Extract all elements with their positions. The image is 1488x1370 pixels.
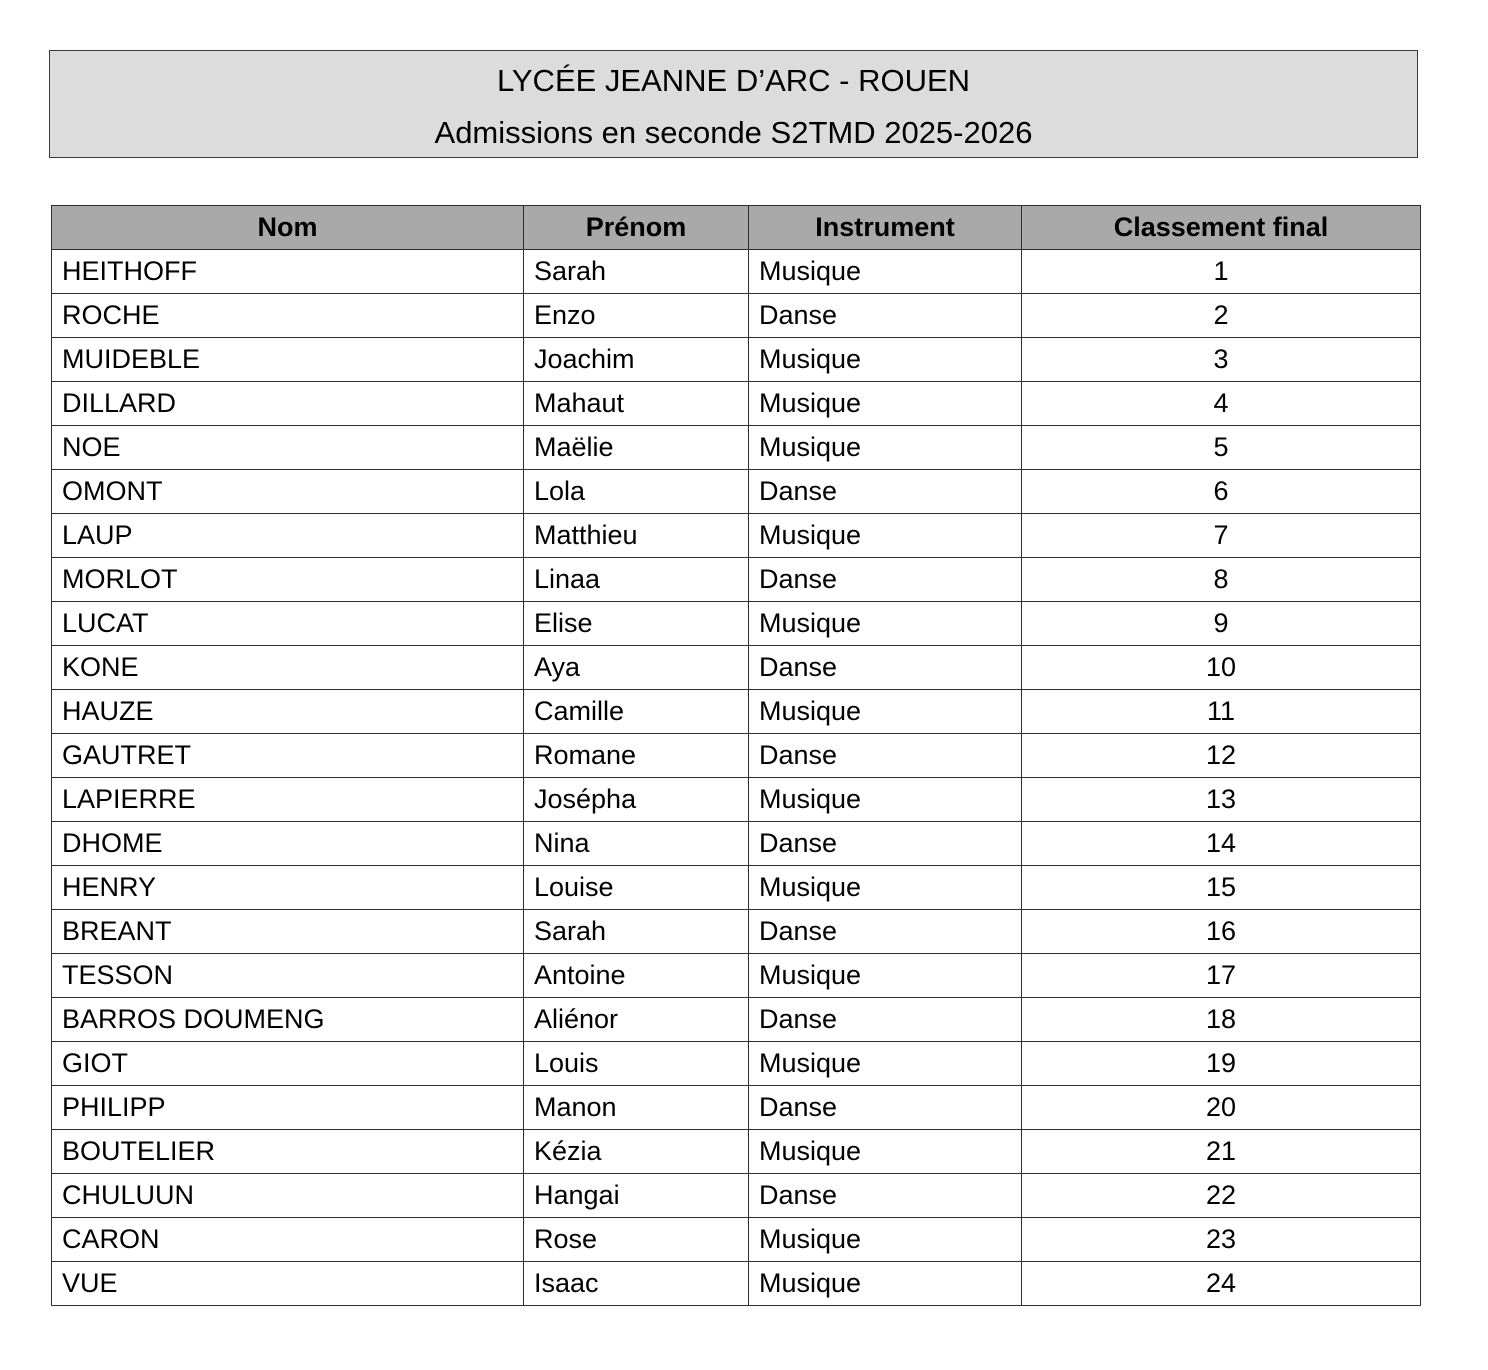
cell-instrument: Danse	[749, 1174, 1022, 1218]
cell-nom: CARON	[52, 1218, 524, 1262]
cell-classement: 4	[1022, 382, 1421, 426]
cell-instrument: Musique	[749, 1262, 1022, 1306]
cell-classement: 17	[1022, 954, 1421, 998]
cell-prenom: Romane	[524, 734, 749, 778]
cell-nom: HEITHOFF	[52, 250, 524, 294]
cell-prenom: Nina	[524, 822, 749, 866]
cell-classement: 12	[1022, 734, 1421, 778]
cell-prenom: Louis	[524, 1042, 749, 1086]
table-row	[52, 602, 1421, 646]
table-row	[52, 514, 1421, 558]
cell-nom: HAUZE	[52, 690, 524, 734]
cell-classement: 24	[1022, 1262, 1421, 1306]
cell-prenom: Isaac	[524, 1262, 749, 1306]
cell-instrument: Danse	[749, 822, 1022, 866]
table-row	[52, 470, 1421, 514]
cell-classement: 1	[1022, 250, 1421, 294]
cell-nom: KONE	[52, 646, 524, 690]
cell-instrument: Danse	[749, 558, 1022, 602]
cell-nom: PHILIPP	[52, 1086, 524, 1130]
cell-prenom: Camille	[524, 690, 749, 734]
cell-prenom: Josépha	[524, 778, 749, 822]
cell-instrument: Musique	[749, 602, 1022, 646]
cell-prenom: Louise	[524, 866, 749, 910]
table-row	[52, 558, 1421, 602]
column-header-instrument: Instrument	[749, 206, 1022, 250]
cell-instrument: Musique	[749, 1042, 1022, 1086]
admissions-subtitle: Admissions en seconde S2TMD 2025-2026	[434, 115, 1033, 150]
cell-prenom: Antoine	[524, 954, 749, 998]
cell-nom: ROCHE	[52, 294, 524, 338]
cell-nom: NOE	[52, 426, 524, 470]
table-header-row	[52, 206, 1421, 250]
cell-classement: 16	[1022, 910, 1421, 954]
column-header-nom: Nom	[52, 206, 524, 250]
cell-instrument: Musique	[749, 866, 1022, 910]
cell-classement: 23	[1022, 1218, 1421, 1262]
cell-classement: 7	[1022, 514, 1421, 558]
cell-prenom: Joachim	[524, 338, 749, 382]
cell-prenom: Sarah	[524, 910, 749, 954]
cell-instrument: Musique	[749, 338, 1022, 382]
cell-instrument: Musique	[749, 954, 1022, 998]
table-row	[52, 1086, 1421, 1130]
cell-nom: LUCAT	[52, 602, 524, 646]
table-row	[52, 822, 1421, 866]
cell-classement: 20	[1022, 1086, 1421, 1130]
table-row	[52, 690, 1421, 734]
table-row	[52, 646, 1421, 690]
table-row	[52, 338, 1421, 382]
table-row	[52, 1262, 1421, 1306]
cell-nom: DHOME	[52, 822, 524, 866]
table-row	[52, 1218, 1421, 1262]
column-header-prenom: Prénom	[524, 206, 749, 250]
cell-prenom: Matthieu	[524, 514, 749, 558]
cell-instrument: Danse	[749, 470, 1022, 514]
cell-prenom: Linaa	[524, 558, 749, 602]
cell-instrument: Danse	[749, 1086, 1022, 1130]
cell-classement: 8	[1022, 558, 1421, 602]
cell-classement: 6	[1022, 470, 1421, 514]
cell-instrument: Danse	[749, 998, 1022, 1042]
cell-classement: 13	[1022, 778, 1421, 822]
table-row	[52, 998, 1421, 1042]
table-row	[52, 866, 1421, 910]
cell-nom: BOUTELIER	[52, 1130, 524, 1174]
table-row	[52, 1130, 1421, 1174]
cell-nom: OMONT	[52, 470, 524, 514]
cell-prenom: Aya	[524, 646, 749, 690]
cell-prenom: Mahaut	[524, 382, 749, 426]
table-row	[52, 734, 1421, 778]
column-header-classement: Classement final	[1022, 206, 1421, 250]
table-row	[52, 1042, 1421, 1086]
cell-nom: GAUTRET	[52, 734, 524, 778]
cell-prenom: Rose	[524, 1218, 749, 1262]
admissions-table	[51, 205, 1421, 1306]
cell-nom: MORLOT	[52, 558, 524, 602]
cell-instrument: Danse	[749, 734, 1022, 778]
cell-prenom: Manon	[524, 1086, 749, 1130]
cell-nom: DILLARD	[52, 382, 524, 426]
cell-classement: 18	[1022, 998, 1421, 1042]
table-row	[52, 382, 1421, 426]
cell-nom: CHULUUN	[52, 1174, 524, 1218]
cell-prenom: Maëlie	[524, 426, 749, 470]
cell-instrument: Musique	[749, 778, 1022, 822]
document-title-box	[49, 50, 1418, 158]
cell-nom: LAUP	[52, 514, 524, 558]
cell-instrument: Danse	[749, 910, 1022, 954]
cell-nom: HENRY	[52, 866, 524, 910]
table-row	[52, 250, 1421, 294]
cell-nom: BREANT	[52, 910, 524, 954]
cell-prenom: Elise	[524, 602, 749, 646]
cell-nom: GIOT	[52, 1042, 524, 1086]
cell-classement: 3	[1022, 338, 1421, 382]
cell-prenom: Hangai	[524, 1174, 749, 1218]
cell-prenom: Kézia	[524, 1130, 749, 1174]
cell-classement: 15	[1022, 866, 1421, 910]
cell-instrument: Danse	[749, 646, 1022, 690]
cell-prenom: Sarah	[524, 250, 749, 294]
cell-classement: 21	[1022, 1130, 1421, 1174]
cell-prenom: Lola	[524, 470, 749, 514]
cell-nom: LAPIERRE	[52, 778, 524, 822]
cell-classement: 2	[1022, 294, 1421, 338]
table-row	[52, 294, 1421, 338]
table-body	[52, 250, 1421, 1306]
school-title: LYCÉE JEANNE D’ARC - ROUEN	[496, 63, 971, 98]
cell-nom: TESSON	[52, 954, 524, 998]
cell-classement: 10	[1022, 646, 1421, 690]
table-row	[52, 778, 1421, 822]
cell-nom: BARROS DOUMENG	[52, 998, 524, 1042]
cell-instrument: Danse	[749, 294, 1022, 338]
table-row	[52, 426, 1421, 470]
cell-nom: VUE	[52, 1262, 524, 1306]
table-row	[52, 1174, 1421, 1218]
table-row	[52, 910, 1421, 954]
cell-nom: MUIDEBLE	[52, 338, 524, 382]
cell-classement: 14	[1022, 822, 1421, 866]
cell-classement: 11	[1022, 690, 1421, 734]
cell-instrument: Musique	[749, 1130, 1022, 1174]
cell-classement: 19	[1022, 1042, 1421, 1086]
cell-classement: 5	[1022, 426, 1421, 470]
cell-prenom: Aliénor	[524, 998, 749, 1042]
cell-prenom: Enzo	[524, 294, 749, 338]
cell-instrument: Musique	[749, 250, 1022, 294]
cell-classement: 9	[1022, 602, 1421, 646]
table-row	[52, 954, 1421, 998]
cell-classement: 22	[1022, 1174, 1421, 1218]
cell-instrument: Musique	[749, 690, 1022, 734]
cell-instrument: Musique	[749, 1218, 1022, 1262]
cell-instrument: Musique	[749, 382, 1022, 426]
cell-instrument: Musique	[749, 426, 1022, 470]
cell-instrument: Musique	[749, 514, 1022, 558]
